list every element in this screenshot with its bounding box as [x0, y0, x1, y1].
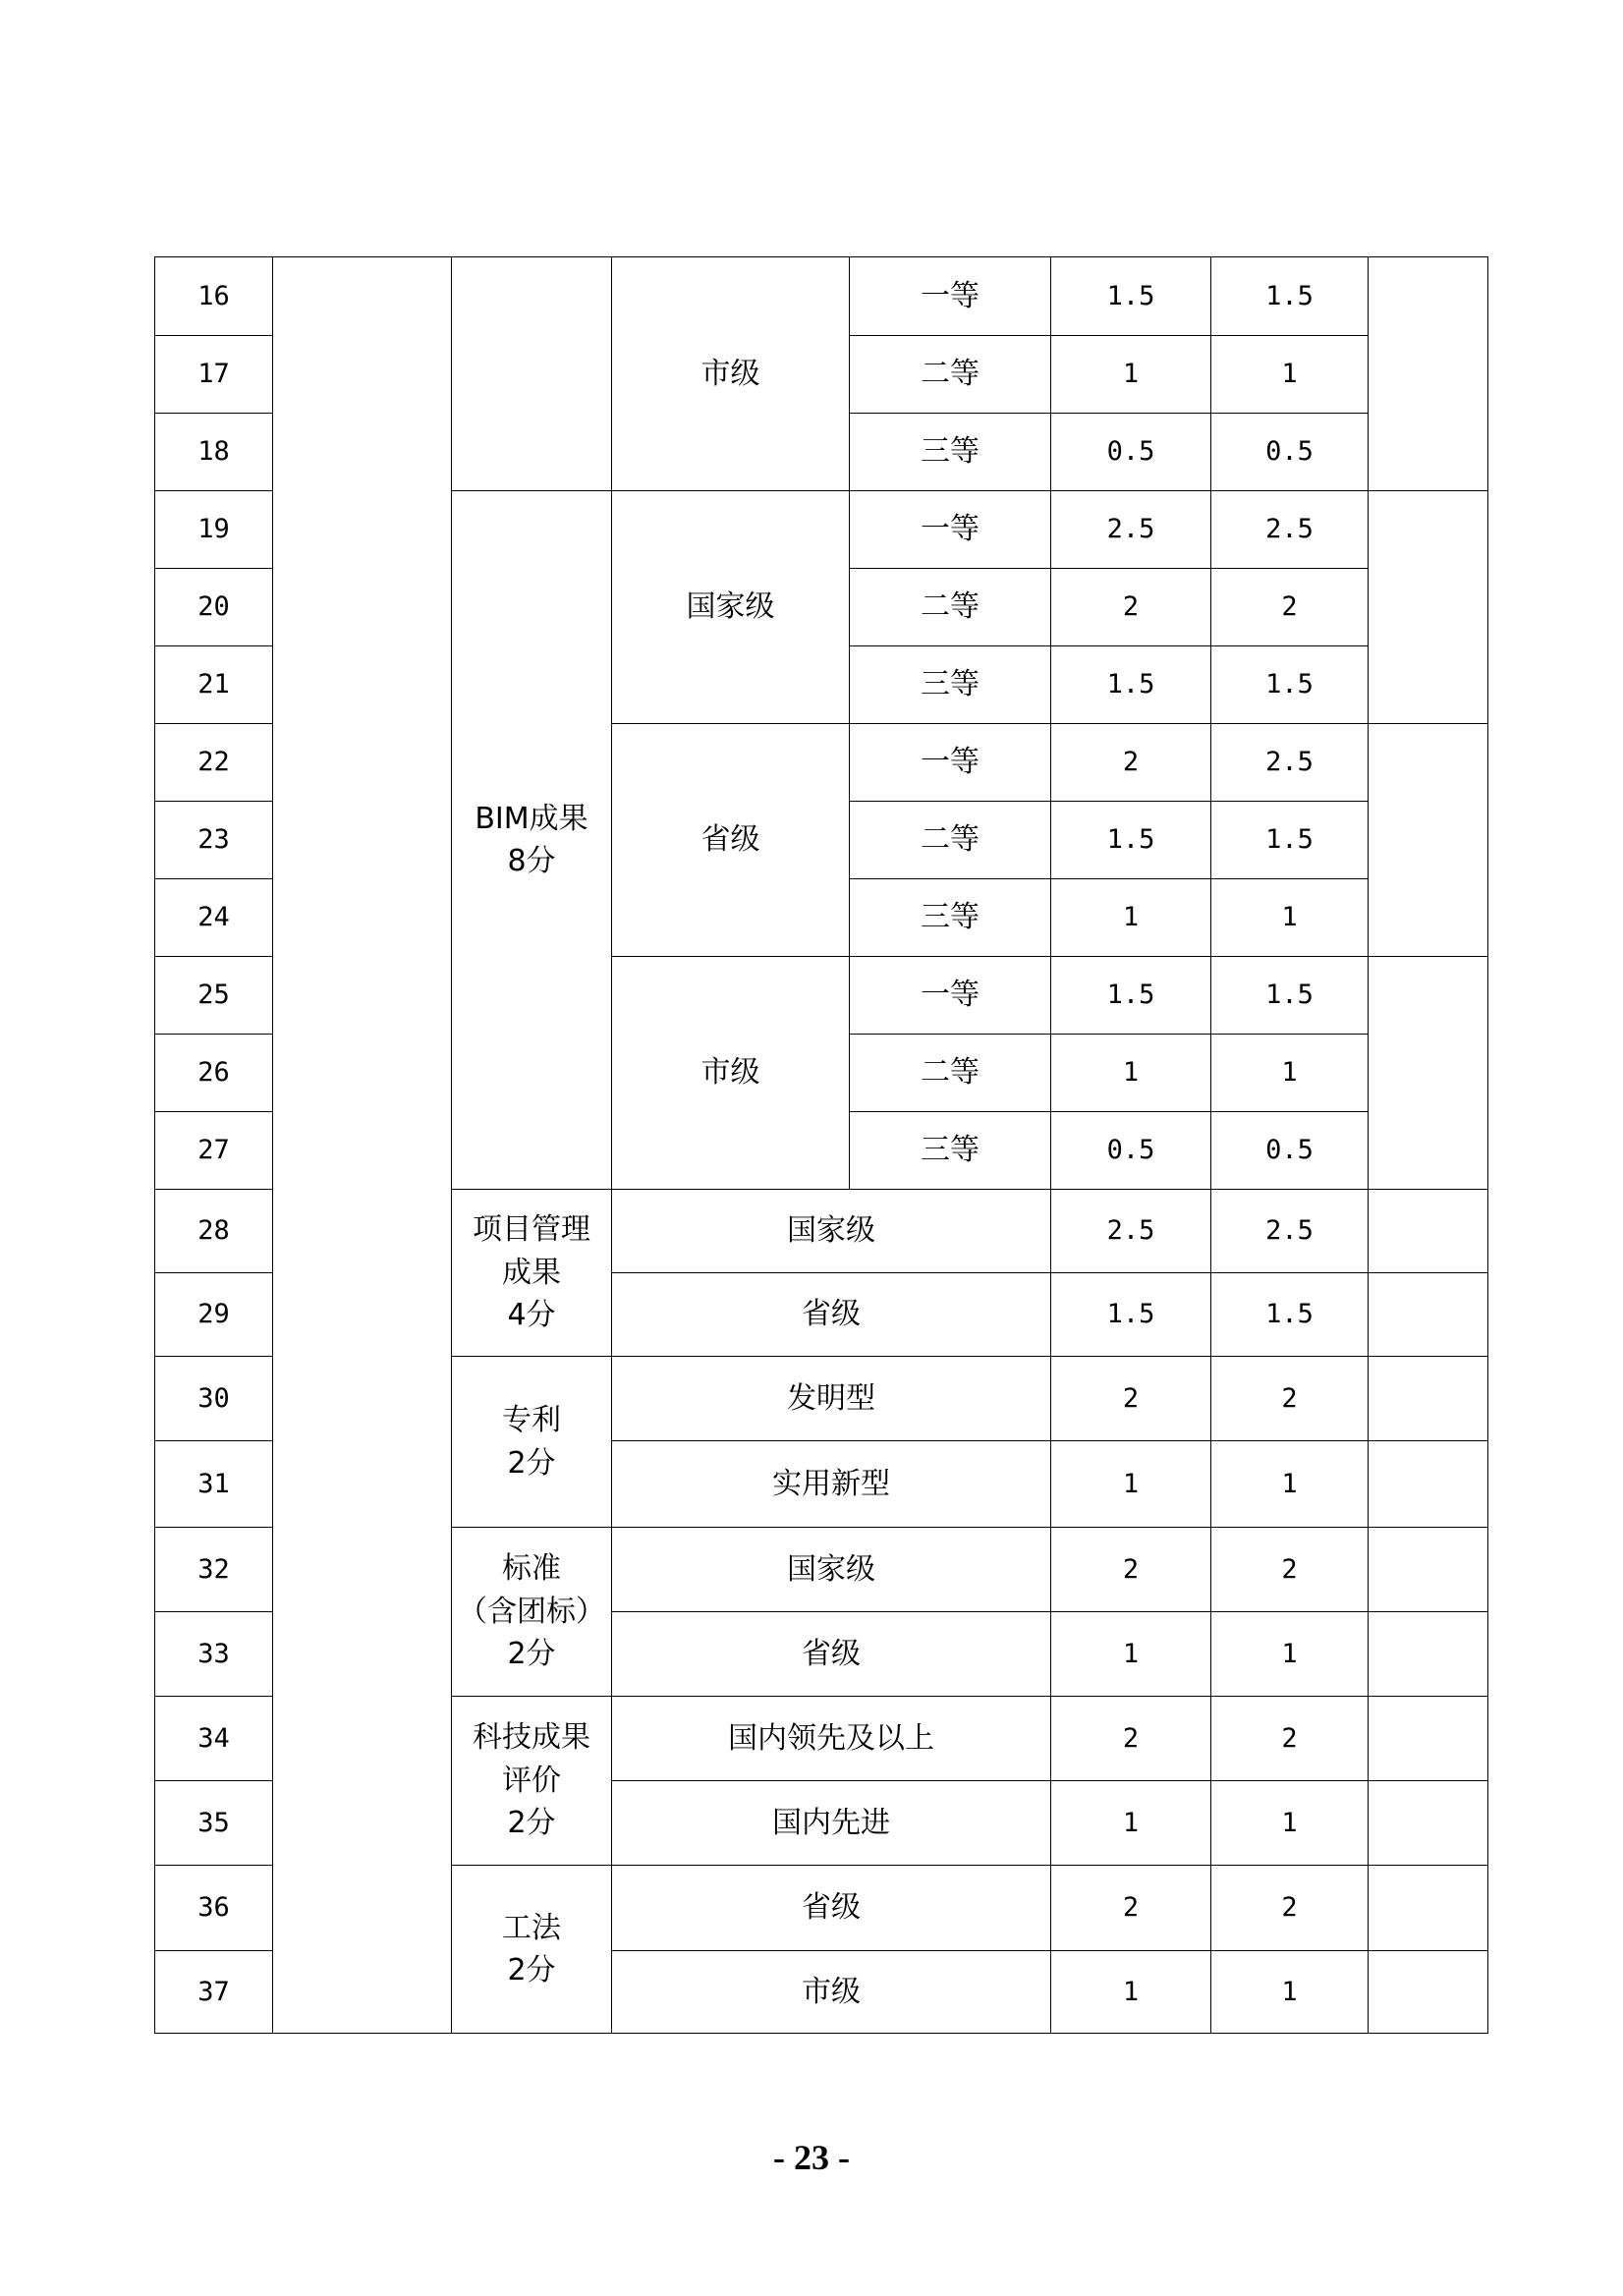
- row-number: 18: [155, 414, 273, 491]
- row-number: 16: [155, 257, 273, 336]
- level-group-cell: 省级: [612, 724, 850, 957]
- score-b-cell: 1: [1211, 879, 1369, 957]
- level-cell: 国内先进: [612, 1781, 1051, 1866]
- score-b-cell: 1.5: [1211, 257, 1369, 336]
- score-b-cell: 0.5: [1211, 414, 1369, 491]
- table-row: [155, 257, 1488, 336]
- score-a-cell: 2.5: [1051, 1190, 1211, 1273]
- grade-cell: 一等: [850, 257, 1051, 336]
- row-number: 29: [155, 1273, 273, 1357]
- row-number: 19: [155, 491, 273, 569]
- score-b-cell: 2: [1211, 1697, 1369, 1781]
- score-b-cell: 1: [1211, 1781, 1369, 1866]
- level-group-cell: 国家级: [612, 491, 850, 724]
- row-number: 26: [155, 1035, 273, 1112]
- score-b-cell: 2: [1211, 1528, 1369, 1612]
- level-cell: 市级: [612, 1951, 1051, 2034]
- level-cell: 发明型: [612, 1357, 1051, 1441]
- grade-cell: 一等: [850, 957, 1051, 1035]
- score-b-cell: 2: [1211, 1357, 1369, 1441]
- blank-column-cell: [273, 257, 452, 2034]
- score-a-cell: 2: [1051, 1357, 1211, 1441]
- level-group-cell: 市级: [612, 957, 850, 1190]
- score-a-cell: 2: [1051, 1528, 1211, 1612]
- grade-cell: 三等: [850, 1112, 1051, 1190]
- remark-cell: [1369, 257, 1488, 491]
- level-cell: 实用新型: [612, 1441, 1051, 1528]
- score-a-cell: 1.5: [1051, 957, 1211, 1035]
- score-b-cell: 1: [1211, 1951, 1369, 2034]
- grade-cell: 一等: [850, 491, 1051, 569]
- grade-cell: 三等: [850, 646, 1051, 724]
- score-a-cell: 1: [1051, 1441, 1211, 1528]
- score-a-cell: 2.5: [1051, 491, 1211, 569]
- row-number: 23: [155, 802, 273, 879]
- grade-cell: 二等: [850, 802, 1051, 879]
- grade-cell: 三等: [850, 414, 1051, 491]
- score-a-cell: 0.5: [1051, 1112, 1211, 1190]
- score-a-cell: 1: [1051, 1035, 1211, 1112]
- row-number: 25: [155, 957, 273, 1035]
- category-tech-eval: 科技成果 评价 2分: [452, 1697, 612, 1866]
- remark-cell: [1369, 1951, 1488, 2034]
- remark-cell: [1369, 491, 1488, 724]
- remark-cell: [1369, 1781, 1488, 1866]
- grade-cell: 二等: [850, 336, 1051, 414]
- score-a-cell: 1: [1051, 1951, 1211, 2034]
- level-cell: 省级: [612, 1866, 1051, 1951]
- grade-cell: 一等: [850, 724, 1051, 802]
- level-cell: 国家级: [612, 1190, 1051, 1273]
- score-b-cell: 1: [1211, 1441, 1369, 1528]
- score-b-cell: 1: [1211, 1035, 1369, 1112]
- category-patent: 专利 2分: [452, 1357, 612, 1528]
- remark-cell: [1369, 1866, 1488, 1951]
- score-a-cell: 1.5: [1051, 257, 1211, 336]
- row-number: 22: [155, 724, 273, 802]
- score-b-cell: 0.5: [1211, 1112, 1369, 1190]
- row-number: 20: [155, 569, 273, 646]
- remark-cell: [1369, 1612, 1488, 1697]
- level-cell: 省级: [612, 1273, 1051, 1357]
- row-number: 30: [155, 1357, 273, 1441]
- score-a-cell: 1: [1051, 1781, 1211, 1866]
- score-b-cell: 1: [1211, 336, 1369, 414]
- row-number: 32: [155, 1528, 273, 1612]
- row-number: 37: [155, 1951, 273, 2034]
- category-cell-blank: [452, 257, 612, 491]
- remark-cell: [1369, 724, 1488, 957]
- score-a-cell: 1.5: [1051, 1273, 1211, 1357]
- score-b-cell: 1: [1211, 1612, 1369, 1697]
- grade-cell: 二等: [850, 569, 1051, 646]
- remark-cell: [1369, 1528, 1488, 1612]
- row-number: 35: [155, 1781, 273, 1866]
- row-number: 33: [155, 1612, 273, 1697]
- score-a-cell: 2: [1051, 569, 1211, 646]
- level-cell: 国家级: [612, 1528, 1051, 1612]
- score-a-cell: 1: [1051, 1612, 1211, 1697]
- score-b-cell: 2: [1211, 1866, 1369, 1951]
- score-b-cell: 1.5: [1211, 1273, 1369, 1357]
- score-b-cell: 1.5: [1211, 646, 1369, 724]
- score-a-cell: 1: [1051, 336, 1211, 414]
- score-b-cell: 2.5: [1211, 1190, 1369, 1273]
- remark-cell: [1369, 1190, 1488, 1273]
- score-b-cell: 2.5: [1211, 491, 1369, 569]
- category-bim: BIM成果 8分: [452, 491, 612, 1190]
- score-a-cell: 0.5: [1051, 414, 1211, 491]
- score-b-cell: 2: [1211, 569, 1369, 646]
- level-cell: 国内领先及以上: [612, 1697, 1051, 1781]
- grade-cell: 三等: [850, 879, 1051, 957]
- score-a-cell: 2: [1051, 724, 1211, 802]
- score-a-cell: 1: [1051, 879, 1211, 957]
- score-a-cell: 1.5: [1051, 802, 1211, 879]
- level-cell: 省级: [612, 1612, 1051, 1697]
- row-number: 28: [155, 1190, 273, 1273]
- score-a-cell: 2: [1051, 1866, 1211, 1951]
- score-a-cell: 1.5: [1051, 646, 1211, 724]
- page-number: - 23 -: [773, 2138, 850, 2177]
- row-number: 24: [155, 879, 273, 957]
- remark-cell: [1369, 1273, 1488, 1357]
- category-project-mgmt: 项目管理 成果 4分: [452, 1190, 612, 1357]
- row-number: 27: [155, 1112, 273, 1190]
- score-table: [154, 256, 1488, 2034]
- score-b-cell: 1.5: [1211, 957, 1369, 1035]
- row-number: 34: [155, 1697, 273, 1781]
- remark-cell: [1369, 1357, 1488, 1441]
- row-number: 36: [155, 1866, 273, 1951]
- remark-cell: [1369, 1441, 1488, 1528]
- category-standard: 标准 （含团标） 2分: [452, 1528, 612, 1697]
- score-b-cell: 1.5: [1211, 802, 1369, 879]
- row-number: 21: [155, 646, 273, 724]
- grade-cell: 二等: [850, 1035, 1051, 1112]
- score-b-cell: 2.5: [1211, 724, 1369, 802]
- remark-cell: [1369, 957, 1488, 1190]
- row-number: 31: [155, 1441, 273, 1528]
- level-group-cell: 市级: [612, 257, 850, 491]
- remark-cell: [1369, 1697, 1488, 1781]
- row-number: 17: [155, 336, 273, 414]
- score-a-cell: 2: [1051, 1697, 1211, 1781]
- category-method: 工法 2分: [452, 1866, 612, 2034]
